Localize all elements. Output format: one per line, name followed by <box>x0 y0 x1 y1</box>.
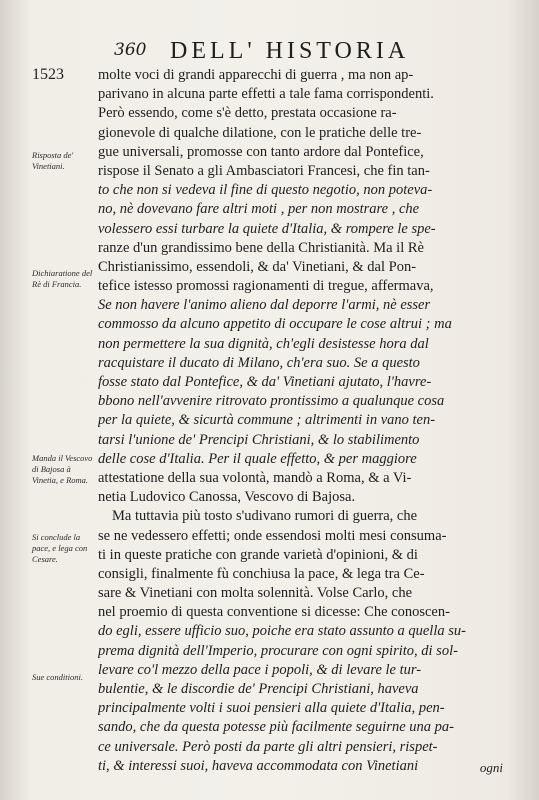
text-line: non permettere la sua dignità, ch'egli desistesse hora dal <box>98 335 429 352</box>
text-line: tefice istesso promossi ragionamenti di tregue, affermava, <box>98 278 434 295</box>
body-text <box>98 66 518 776</box>
text-line: racquistare il ducato di Milano, ch'era suo. Se a questo <box>98 354 420 371</box>
margin-note: Manda il Vescovo di Bajosa à Vinetia, e Roma. <box>32 453 93 485</box>
text-line: gue universali, promosse con tanto ardore dal Pontefice, <box>98 143 424 160</box>
text-line: delle cose d'Italia. Per il quale effetto, & per maggiore <box>98 450 417 467</box>
text-line: to che non si vedeva il fine di questo negotio, non poteva- <box>98 182 433 199</box>
text-line: levare co'l mezzo della pace i popoli, & di levare le tur- <box>98 661 422 678</box>
text-line: attestatione della sua volontà, mandò a Roma, & a Vi- <box>98 469 412 486</box>
margin-note: Risposta de' Vinetiani. <box>32 150 74 171</box>
catchword: ogni <box>479 760 503 775</box>
margin-note: Dichiaratione del Rè di Francia. <box>32 268 93 289</box>
margin-note: Sue conditioni. <box>32 672 83 682</box>
text-line: consigli, finalmente fù conchiusa la pace, & lega tra Ce- <box>98 565 425 582</box>
text-line: gionevole di qualche dilatione, con le pratiche delle tre- <box>98 124 422 141</box>
text-line: principalmente volti i suoi pensieri alla quiete d'Italia, pen- <box>98 700 445 717</box>
text-line: ti in queste pratiche con grande varietà d'opinioni, & di <box>98 546 418 563</box>
text-line: parivano in alcuna parte effetti a tale fama corrispondenti. <box>98 86 434 103</box>
text-line: per la quiete, & sicurtà commune ; altrimenti in vano ten- <box>98 412 436 429</box>
year-margin-label: 1523 <box>32 66 64 83</box>
text-line: commosso da alcuno appetito di occupare le cose altrui ; ma <box>98 316 452 333</box>
text-line: sando, che da questa potesse più facilmente seguirne una pa- <box>98 719 454 736</box>
text-line: se ne vedessero effetti; onde essendosi molti mesi consuma- <box>98 527 447 544</box>
text-line: tarsi l'unione de' Prencipi Christiani, & lo stabilimento <box>98 431 420 448</box>
text-line: Se non havere l'animo alieno dal deporre l'armi, nè esser <box>98 297 431 314</box>
text-line: bulentie, & le discordie de' Prencipi Christiani, haveva <box>98 681 419 697</box>
text-line: no, nè dovevano fare altri moti , per non mostrare , che <box>98 201 420 218</box>
margin-note: Si conclude la pace, e lega con Cesare. <box>32 532 88 564</box>
text-line: fosse stato dal Pontefice, & da' Vinetiani ajutato, l'havre- <box>98 374 432 390</box>
text-line: do egli, essere ufficio suo, poiche era stato assunto a quella su- <box>98 623 466 640</box>
text-line: prema dignità dell'Imperio, procurare con ogni spirito, di sol- <box>98 642 458 659</box>
text-line: nel proemio di questa conventione si dicesse: Che conoscen- <box>98 604 450 621</box>
text-line: ce universale. Però posti da parte gli altri pensieri, rispet- <box>98 738 438 755</box>
text-line: netia Ludovico Canossa, Vescovo di Bajosa. <box>98 489 356 506</box>
page-number: 360 <box>114 40 147 60</box>
text-line: ti, & interessi suoi, haveva accommodata con Vinetiani <box>98 757 419 774</box>
text-line: Però essendo, come s'è detto, prestata occasione ra- <box>98 105 397 122</box>
text-line: rispose il Senato a gli Ambasciatori Francesi, che fin tan- <box>98 162 430 179</box>
running-head <box>100 40 520 66</box>
text-line: sare & Vinetiani con molta solennità. Volse Carlo, che <box>98 585 413 602</box>
text-line: volessero essi turbare la quiete d'Italia, & rompere le spe- <box>98 220 436 237</box>
text-line: Ma tuttavia più tosto s'udivano rumori di guerra, che <box>112 508 418 525</box>
text-line: ranze d'un grandissimo bene della Christianità. Ma il Rè <box>98 239 424 256</box>
text-line: bbono nell'avvenire ritrovato prontissimo a qualunque cosa <box>98 393 445 410</box>
text-line: molte voci di grandi apparecchi di guerra , ma non ap- <box>98 67 414 83</box>
text-line: Christianissimo, essendoli, & da' Vinetiani, & dal Pon- <box>98 258 417 275</box>
running-title: DELL' HISTORIA <box>170 38 410 64</box>
